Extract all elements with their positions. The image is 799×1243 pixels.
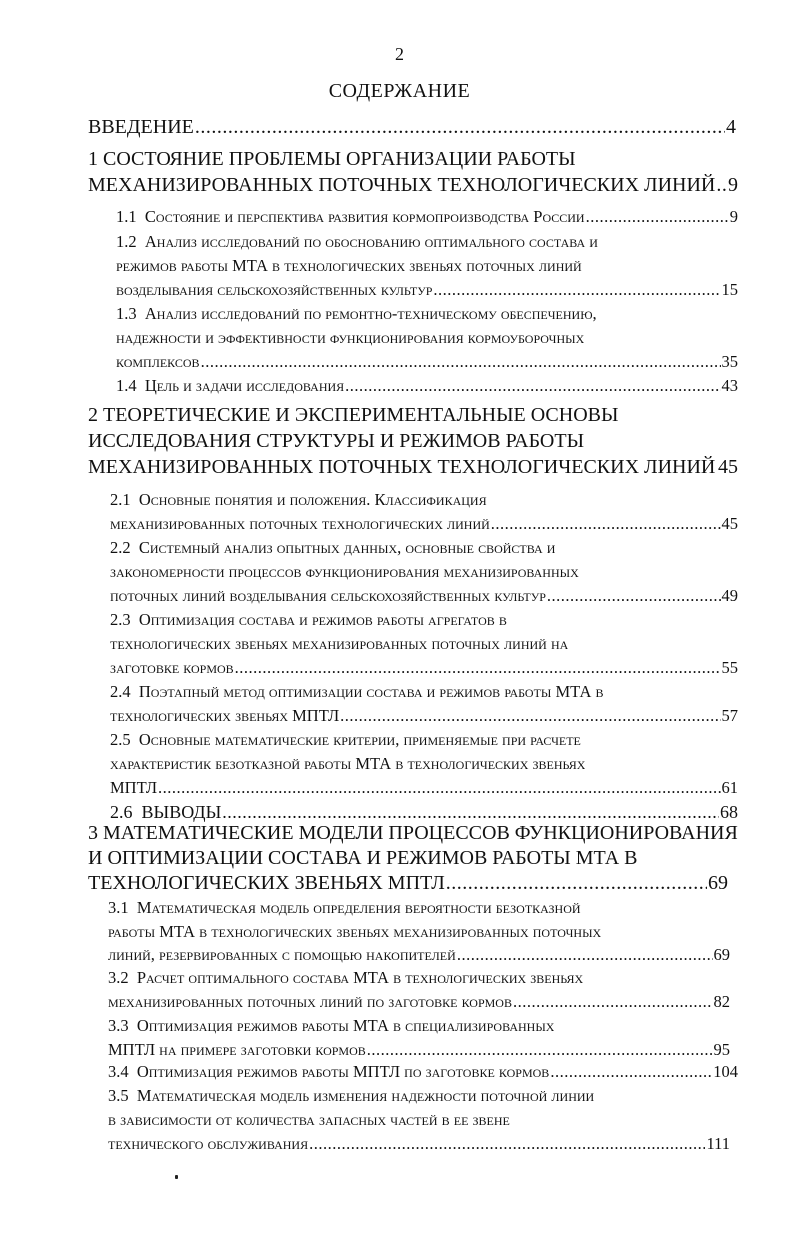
toc-section-1-3-line1[interactable]: 1.3 Анализ исследований по ремонтно-техническому обеспечению, xyxy=(116,304,597,323)
dot-leader xyxy=(446,872,707,895)
dot-leader xyxy=(158,778,720,798)
dot-leader xyxy=(201,352,721,372)
toc-page-number: 55 xyxy=(721,658,738,677)
toc-entry-text: поточных линий возделывания сельскохозяйственных культур xyxy=(110,586,546,605)
toc-page-number: 45 xyxy=(718,456,738,478)
toc-page-number: 57 xyxy=(721,706,738,725)
dot-leader xyxy=(716,174,727,197)
toc-section-1-3-line2: надежности и эффективности функционирования кормоуборочных xyxy=(116,328,585,347)
toc-section-3-1-line1[interactable]: 3.1 Математическая модель определения вероятности безотказной xyxy=(108,898,581,917)
toc-section-1-2-line3 xyxy=(116,280,738,300)
dot-leader xyxy=(235,658,721,678)
toc-page-number: 9 xyxy=(728,174,738,196)
dot-leader xyxy=(222,802,719,823)
toc-chapter-3-line1[interactable]: 3 МАТЕМАТИЧЕСКИЕ МОДЕЛИ ПРОЦЕССОВ ФУНКЦИОНИРОВАНИЯ xyxy=(88,822,738,844)
dot-leader xyxy=(547,586,721,606)
toc-section-2-1-line2 xyxy=(110,514,738,534)
toc-page-number: 45 xyxy=(721,514,738,533)
toc-entry-text: механизированных поточных линий по заготовке кормов xyxy=(108,992,512,1011)
toc-page-number: 61 xyxy=(721,778,738,797)
dot-leader xyxy=(195,116,725,139)
toc-page-number: 49 xyxy=(721,586,738,605)
toc-section-2-3-line3 xyxy=(110,658,738,678)
toc-entry-text: технологических звеньях МПТЛ xyxy=(110,706,340,725)
dot-leader xyxy=(550,1062,712,1082)
toc-section-3-3-line1[interactable]: 3.3 Оптимизация режимов работы МТА в специализированных xyxy=(108,1016,555,1035)
toc-entry-text: 1.4 Цель и задачи исследования xyxy=(116,376,345,395)
toc-entry-text: МПТЛ xyxy=(110,778,158,797)
toc-page-number: 69 xyxy=(708,872,728,894)
toc-section-1-2-line1[interactable]: 1.2 Анализ исследований по обоснованию оптимального состава и xyxy=(116,232,598,251)
toc-page-number: 82 xyxy=(713,992,730,1011)
dot-leader xyxy=(716,456,717,479)
toc-page-number: 104 xyxy=(713,1062,738,1081)
toc-section-2-3-line2: технологических звеньях механизированных поточных линий на xyxy=(110,634,569,653)
toc-page-number: 69 xyxy=(713,945,730,964)
toc-entry-text: возделывания сельскохозяйственных культур xyxy=(116,280,433,299)
toc-page-number: 111 xyxy=(706,1134,730,1153)
toc-section-1-3-line3 xyxy=(116,352,738,372)
toc-page-number: 68 xyxy=(720,802,738,822)
dot-leader xyxy=(340,706,720,726)
toc-entry-text: 3.4 Оптимизация режимов работы МПТЛ по заготовке кормов xyxy=(108,1062,550,1081)
toc-chapter-3-line2: И ОПТИМИЗАЦИИ СОСТАВА И РЕЖИМОВ РАБОТЫ МТА В xyxy=(88,847,638,869)
toc-chapter-2-line2: ИССЛЕДОВАНИЯ СТРУКТУРЫ И РЕЖИМОВ РАБОТЫ xyxy=(88,430,585,452)
toc-entry-text: технического обслуживания xyxy=(108,1134,309,1153)
toc-section-2-3-line1[interactable]: 2.3 Оптимизация состава и режимов работы агрегатов в xyxy=(110,610,507,629)
dot-leader xyxy=(367,1040,713,1060)
toc-chapter-1-line2[interactable] xyxy=(88,174,738,197)
dot-leader xyxy=(345,376,720,396)
dot-leader xyxy=(309,1134,705,1154)
toc-section-1-4[interactable] xyxy=(116,376,738,396)
dot-leader xyxy=(586,207,729,227)
toc-chapter-1-line1[interactable]: 1 СОСТОЯНИЕ ПРОБЛЕМЫ ОРГАНИЗАЦИИ РАБОТЫ xyxy=(88,148,576,170)
toc-section-1-1[interactable] xyxy=(116,207,738,227)
toc-section-3-2-line1[interactable]: 3.2 Расчет оптимального состава МТА в технологических звеньях xyxy=(108,968,584,987)
toc-entry-text: 1.1 Состояние и перспектива развития кормопроизводства России xyxy=(116,207,585,226)
dot-leader xyxy=(433,280,720,300)
toc-section-2-2-line2: закономерности процессов функционирования механизированных xyxy=(110,562,579,581)
toc-entry-text: МПТЛ на примере заготовки кормов xyxy=(108,1040,366,1059)
toc-chapter-2-line1[interactable]: 2 ТЕОРЕТИЧЕСКИЕ И ЭКСПЕРИМЕНТАЛЬНЫЕ ОСНОВЫ xyxy=(88,404,619,426)
toc-entry-text: 2.6 ВЫВОДЫ xyxy=(110,802,222,822)
toc-page-number: 43 xyxy=(721,376,738,395)
toc-section-3-5-line1[interactable]: 3.5 Математическая модель изменения надежности поточной линии xyxy=(108,1086,595,1105)
toc-section-3-4[interactable] xyxy=(108,1062,738,1082)
page-title: СОДЕРЖАНИЕ xyxy=(328,80,471,102)
toc-page-number: 15 xyxy=(721,280,738,299)
toc-entry-intro[interactable] xyxy=(88,116,736,139)
toc-entry-text: ТЕХНОЛОГИЧЕСКИХ ЗВЕНЬЯХ МПТЛ xyxy=(88,872,445,894)
toc-entry-text: линий, резервированных с помощью накопителей xyxy=(108,945,456,964)
toc-entry-text: комплексов xyxy=(116,352,200,371)
toc-page-number: 35 xyxy=(721,352,738,371)
toc-page-number: 95 xyxy=(713,1040,730,1059)
scan-speck xyxy=(175,1175,178,1179)
toc-section-2-1-line1[interactable]: 2.1 Основные понятия и положения. Классификация xyxy=(110,490,487,509)
dot-leader xyxy=(513,992,713,1012)
toc-section-3-5-line2: в зависимости от количества запасных частей в ее звене xyxy=(108,1110,510,1129)
toc-entry-text: ВВЕДЕНИЕ xyxy=(88,116,194,138)
toc-section-2-4-line1[interactable]: 2.4 Поэтапный метод оптимизации состава и режимов работы МТА в xyxy=(110,682,604,701)
toc-section-3-1-line2: работы МТА в технологических звеньях механизированных поточных xyxy=(108,922,602,941)
toc-page-number: 4 xyxy=(726,116,736,138)
toc-section-2-4-line2 xyxy=(110,706,738,726)
toc-section-2-5-line1[interactable]: 2.5 Основные математические критерии, применяемые при расчете xyxy=(110,730,581,749)
toc-entry-text: заготовке кормов xyxy=(110,658,234,677)
toc-entry-text: МЕХАНИЗИРОВАННЫХ ПОТОЧНЫХ ТЕХНОЛОГИЧЕСКИХ ЛИНИЙ xyxy=(88,456,716,478)
toc-section-2-5-line3 xyxy=(110,778,738,798)
toc-section-3-1-line3 xyxy=(108,945,730,965)
toc-section-3-2-line2 xyxy=(108,992,730,1012)
toc-section-2-6[interactable] xyxy=(110,802,738,823)
dot-leader xyxy=(491,514,721,534)
toc-section-2-2-line3 xyxy=(110,586,738,606)
toc-chapter-2-line3 xyxy=(88,456,738,479)
dot-leader xyxy=(457,945,713,965)
toc-chapter-3-line3 xyxy=(88,872,728,895)
toc-section-1-2-line2: режимов работы МТА в технологических звеньях поточных линий xyxy=(116,256,582,275)
toc-section-2-5-line2: характеристик безотказной работы МТА в технологических звеньях xyxy=(110,754,586,773)
toc-entry-text: МЕХАНИЗИРОВАННЫХ ПОТОЧНЫХ ТЕХНОЛОГИЧЕСКИХ ЛИНИЙ xyxy=(88,174,716,196)
toc-section-2-2-line1[interactable]: 2.2 Системный анализ опытных данных, основные свойства и xyxy=(110,538,556,557)
toc-entry-text: механизированных поточных технологических линий xyxy=(110,514,490,533)
toc-section-3-5-line3 xyxy=(108,1134,730,1154)
toc-page-number: 9 xyxy=(729,207,738,226)
page-number: 2 xyxy=(395,44,404,64)
toc-section-3-3-line2 xyxy=(108,1040,730,1060)
